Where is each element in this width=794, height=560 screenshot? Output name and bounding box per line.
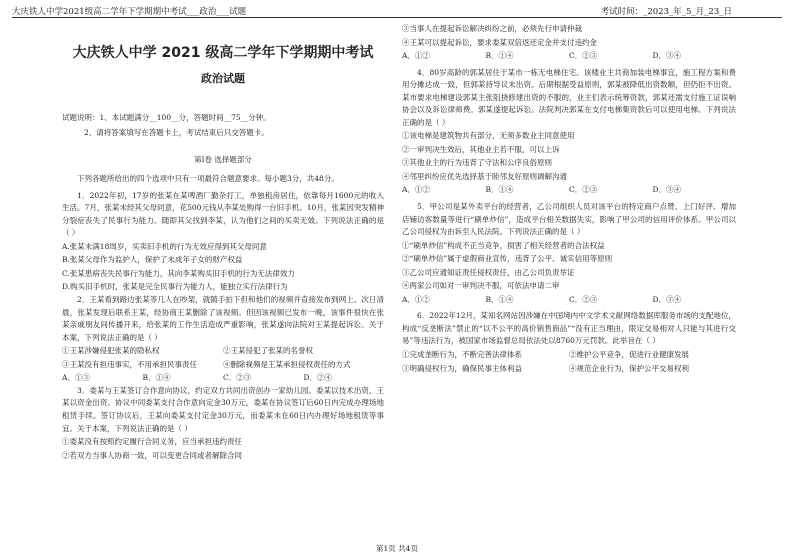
question-4-choice-c: C．②③	[569, 185, 598, 195]
question-4-option-3: ③其他业主的行为违背了守法和公序良俗原则	[402, 158, 552, 168]
instructions	[62, 110, 384, 140]
question-5-choice-a: A．①②	[402, 294, 430, 304]
question-6-option-4: ④规范企业行为，保护公平交易权利	[569, 363, 689, 373]
question-5-stem: 5．甲公司是某外卖平台的经营者，乙公司组织人员对该平台的特定商户点赞、上门好评、增加店铺访客数量等进行“刷单炒信”，造成平台相关数据失实，影响了甲公司的信用评价体系。甲公司以乙公司侵权为由诉至人民法院。下列说法正确的是（ ）	[402, 201, 736, 237]
question-3-option-1: ①委某没有按照约定履行合同义务，应当承担违约责任	[62, 437, 242, 447]
question-1-option-d: D.购买旧手机时，张某是完全民事行为能力人，能独立实行法律行为	[62, 282, 288, 292]
question-2-choice-c: C．②③	[223, 373, 252, 383]
section-intro: 下列各题所给出的四个选项中只有一项最符合题意要求。每小题3分，共48分。	[77, 174, 339, 183]
exam-title: 大庆铁人中学 2021 级高二学年下学期期中考试	[72, 45, 374, 61]
question-3-choice-c: C．②③	[569, 51, 598, 60]
section-title: 第Ⅰ卷 选择题部分	[194, 155, 252, 164]
question-2-choice-b: B．①④	[142, 373, 171, 383]
question-4-option-1: ①该电梯是建筑物共有部分，无须多数业主同意使用	[402, 131, 575, 141]
header-rule	[12, 17, 782, 18]
question-4-choices	[402, 183, 736, 197]
question-6-options	[402, 348, 736, 375]
page-footer: 第1页 共4页	[376, 544, 418, 553]
question-3-stem: 3．委某与王某签订合作意向协议，约定双方共同出资创办一家幼儿园。委某以技术出资，王某以资金出资。协议中同委某支付合作意向定金30万元，委某在协议签订后60日内完成办理场地租赁手续。签订协议后，王某向委某支付定金30万元，而委某未在60日内办理好场地租赁等事宜。关于本案，下列说法正确的是（ ）	[62, 385, 384, 433]
question-5-choices	[402, 293, 736, 307]
question-3-option-2: ②若双方当事人协商一致，可以变更合同或者解除合同	[62, 450, 242, 460]
question-3-option-4: ④王某可以提起诉讼，要求委某双倍返还定金并支付违约金	[402, 37, 597, 47]
question-5-option-2: ②“刷单炒信”属于虚假商业宣传，违背了公平、诚实信用等原则	[402, 254, 613, 264]
question-5-choice-b: B．①④	[485, 294, 514, 304]
question-4-stem: 4．80岁高龄的郭某居住于某市一栋无电梯住宅。该楼业主共商加装电梯事宜，施工程方案和费用分摊达成一致，但郭某持导议未出资。后期根据受益原则，郭某被降低出资数额，但仍拒不出资。某市要求电梯建设郭某主张阻挠修建出资的不服的，业主们表示统筹资款，郭某还需支付施工证误响协会以及诉讼律师费。郭某遂提起诉讼。法院判决郭某在支付电梯集资款后可以使用电梯。下列说法正确的是（ ）	[402, 67, 736, 127]
question-5-choice-c: C．②③	[569, 294, 598, 304]
question-2-stem: 2．王某看到路边张某等几人在吵架，就随手拍下但和他们的视频并直接发布到网上。次日清晨，张某发现后联系王某，经协商王某删除了该视频。但因该视频已发布一晚，该事件很快在张某亲戚朋友间传播开来，给张某的工作生活造成严重影响，张某遂向法院对王某提起诉讼。关于本案，下列说法正确的是（ ）	[62, 294, 384, 342]
question-2-choice-a: A．①③	[62, 373, 90, 383]
question-2-option-3: ③王某没有担违事实，不用承担民事责任	[62, 359, 197, 369]
question-2-choices	[62, 371, 384, 385]
question-3-choices	[402, 49, 736, 63]
question-5-option-3: ③乙公司应通知证责任侵权责任，由乙公司负责举证	[402, 267, 575, 277]
question-6-option-1: ①完成垄断行为，不断完善法律体系	[402, 350, 522, 360]
page-header-left: 大庆铁人中学2021级高二学年下学期期中考试___政治___试题	[12, 7, 247, 17]
question-6-option-2: ②维护公平竞争，促进行业健康发展	[569, 350, 689, 360]
exam-subtitle: 政治试题	[201, 72, 245, 85]
left-column	[62, 22, 384, 462]
question-2-option-4: ④删除视频是王某承担侵权责任的方式	[223, 359, 351, 369]
instruction-2: 2、请将答案填写在答题卡上，考试结束后只交答题卡。	[84, 128, 269, 137]
question-5-choice-d: D．③④	[652, 294, 682, 304]
question-2-option-2: ②王某侵犯了张某的名誉权	[223, 346, 313, 356]
question-4-choice-a: A．①②	[402, 185, 430, 195]
question-4-choice-d: D．③④	[652, 185, 682, 195]
question-3-choice-d: D．③④	[652, 51, 682, 60]
question-4-option-4: ④邻里纠纷应优先选择基于睦邻友好原则调解沟通	[402, 171, 567, 181]
question-4-option-2: ②一审判决生效后，其他业主若不服，可以上诉	[402, 144, 560, 154]
question-5-option-4: ④两家公司如对一审判决不服，可依法申请二审	[402, 281, 560, 291]
question-1-option-a: A.张某未满18周岁，买卖旧手机的行为无效应得到其父母同意	[62, 241, 267, 251]
question-1-stem: 1．2022年初，17岁的张某在某啤酒厂勤杂打工，单独租房居住，依靠每月1600元的收入生活。7月，张某未经其父母同意，花500元钱从李某处购得一台旧手机。10月，张某因突发精神分裂症丧失了民事行为能力。随即其父找到李某，认为他们之间的买卖无效。下列说法正确的是（ ）	[62, 190, 384, 238]
question-6-option-3: ③明确侵权行为，确保民事主体利益	[402, 363, 522, 373]
right-column	[402, 22, 736, 375]
question-2-options	[62, 344, 384, 371]
page-header-right: 考试时间：_2023_年_5_月_23_日	[600, 7, 732, 17]
question-2-option-1: ①王某涉嫌侵犯张某的隐私权	[62, 346, 160, 356]
question-6-stem: 6．2022年12月，某知名网站因涉嫌在中国境内中文学术文献网络数据库服务市场的支配地位，构成“反垄断法”禁止的“以不公平的高价销售商品”“没有正当理由，限定交易相对人只能与其进行交易”等违法行为，被国家市场监督总局依法处以8760万元罚款。此举旨在（ ）	[402, 311, 736, 346]
question-5-option-1: ①“刷单炒信”构成不正当竞争，损害了相关经营者的合法权益	[402, 240, 605, 250]
question-2-choice-d: D．②④	[303, 373, 333, 383]
question-3-choice-b: B．①④	[485, 51, 514, 60]
question-3-choice-a: A．①②	[402, 51, 430, 60]
question-1-option-b: B.张某父母作为监护人，保护了未成年子女的财产权益	[62, 255, 243, 265]
question-4-choice-b: B．①④	[485, 185, 514, 195]
instruction-1: 试题说明：1、本试题满分__100__分，答题时间__75__分钟。	[62, 113, 271, 122]
question-1-option-c: C.张某患病丧失民事行为能力，其向李某购买旧手机的行为无法律效力	[62, 268, 295, 278]
question-3-option-3: ③当事人在提起诉讼解决纠纷之前，必须先行申请仲裁	[402, 24, 582, 33]
